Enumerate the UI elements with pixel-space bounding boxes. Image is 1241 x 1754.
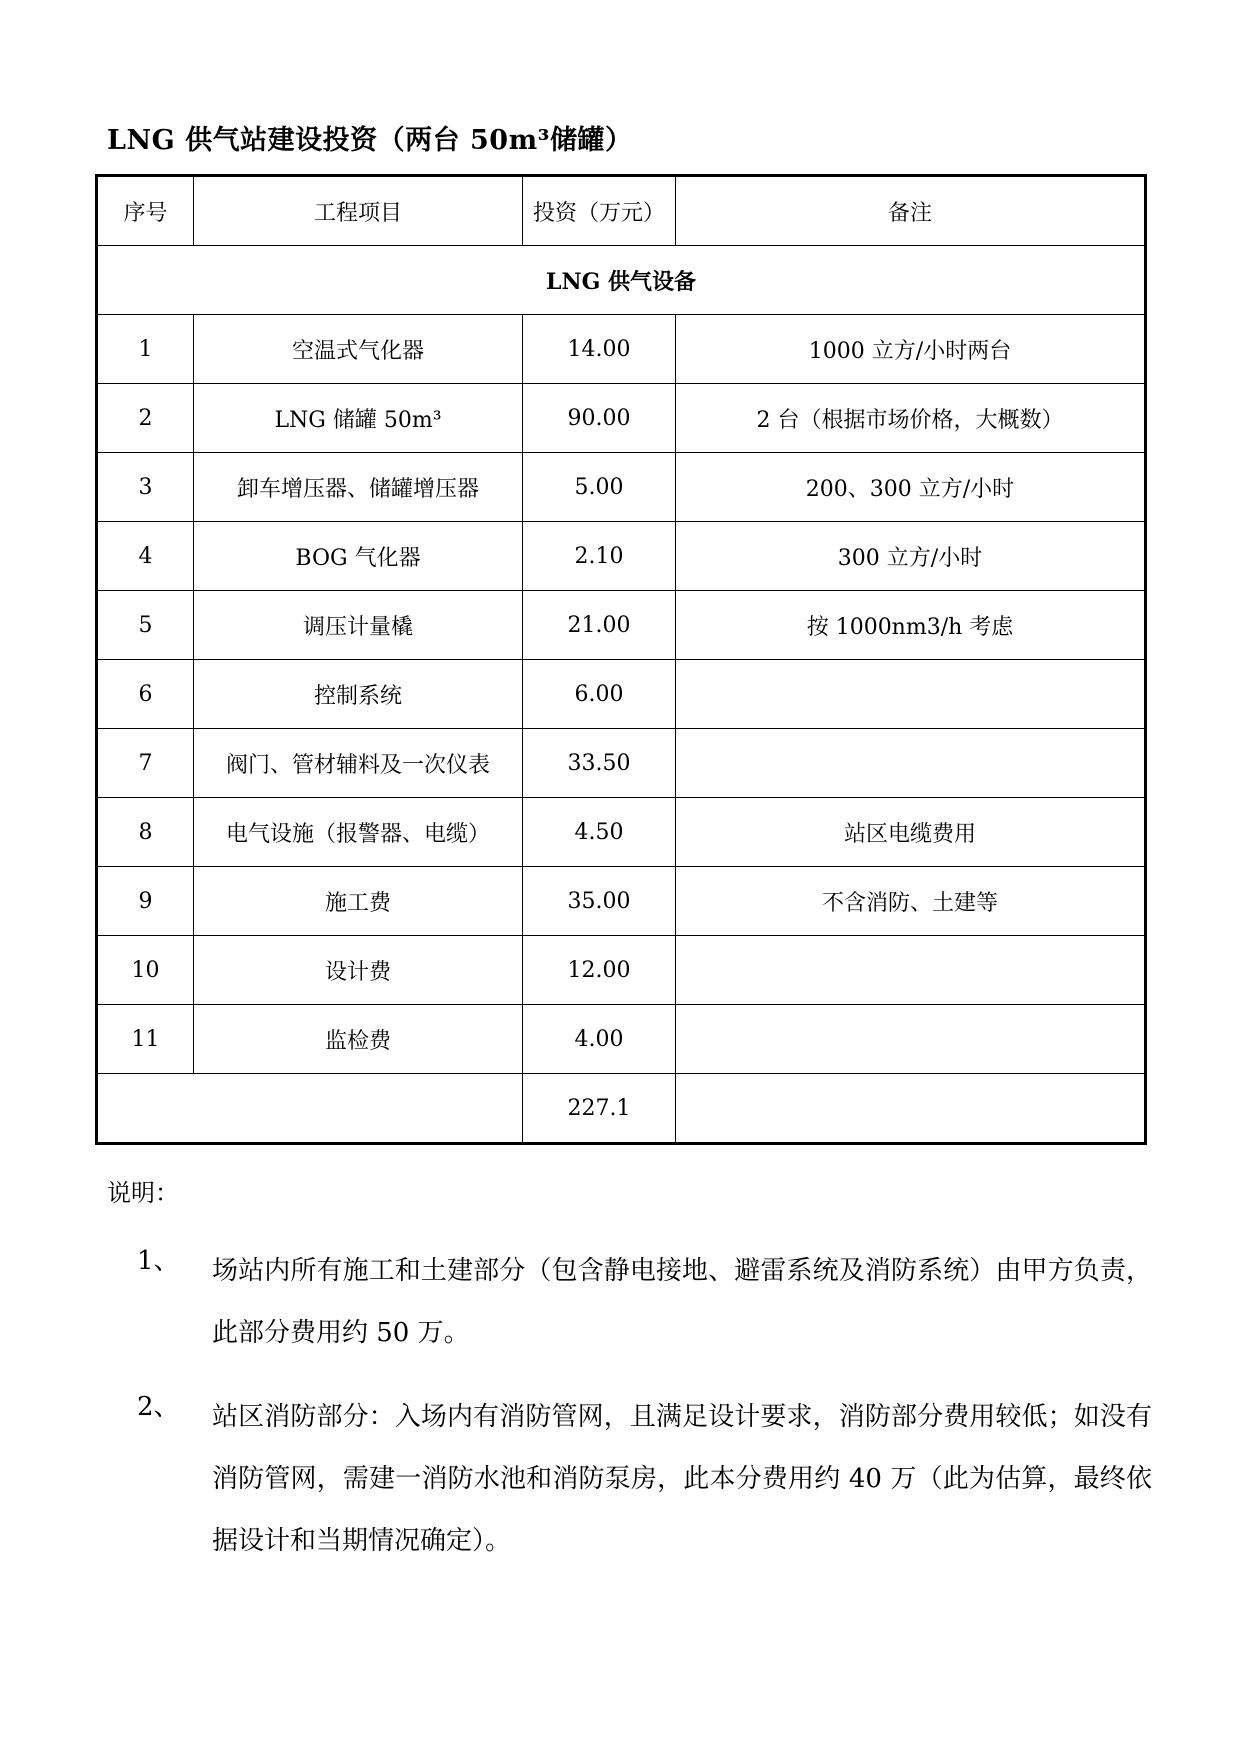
table-row — [97, 453, 1146, 522]
table-row — [97, 936, 1146, 1005]
table-row — [97, 315, 1146, 384]
note-number: 1、 — [137, 1246, 180, 1276]
row-note: 不含消防、土建等 — [676, 867, 1146, 936]
notes-title: 说明： — [107, 1179, 179, 1207]
note-text: 站区消防部分：入场内有消防管网，且满足设计要求，消防部分费用较低；如没有消防管网，需建一消防水池和消防泵房，此本分费用约 40 万（此为估算，最终依据设计和当期情况确定）。 — [212, 1402, 1152, 1556]
row-item: 卸车增压器、储罐增压器 — [194, 453, 523, 522]
table-row — [97, 798, 1146, 867]
section-title: LNG 供气设备 — [97, 246, 1146, 315]
row-note: 300 立方/小时 — [676, 522, 1146, 591]
row-note — [676, 660, 1146, 729]
table-header-row — [97, 176, 1146, 246]
row-amount: 12.00 — [523, 936, 676, 1005]
row-amount: 4.50 — [523, 798, 676, 867]
row-amount: 90.00 — [523, 384, 676, 453]
header-amount: 投资（万元） — [523, 176, 676, 246]
row-no: 3 — [97, 453, 194, 522]
row-no: 8 — [97, 798, 194, 867]
row-note: 1000 立方/小时两台 — [676, 315, 1146, 384]
row-note: 200、300 立方/小时 — [676, 453, 1146, 522]
table-row — [97, 867, 1146, 936]
row-item: LNG 储罐 50m³ — [194, 384, 523, 453]
page-title: LNG 供气站建设投资（两台 50m³储罐） — [107, 125, 633, 156]
table-row — [97, 522, 1146, 591]
table-row — [97, 384, 1146, 453]
header-note: 备注 — [676, 176, 1146, 246]
row-note: 2 台（根据市场价格，大概数） — [676, 384, 1146, 453]
row-note: 按 1000nm3/h 考虑 — [676, 591, 1146, 660]
row-no: 10 — [97, 936, 194, 1005]
row-no: 4 — [97, 522, 194, 591]
total-note-cell — [676, 1074, 1146, 1144]
row-item: 电气设施（报警器、电缆） — [194, 798, 523, 867]
table-row — [97, 1005, 1146, 1074]
investment-table — [95, 174, 1147, 1145]
row-no: 1 — [97, 315, 194, 384]
row-no: 9 — [97, 867, 194, 936]
row-amount: 6.00 — [523, 660, 676, 729]
row-no: 2 — [97, 384, 194, 453]
row-note — [676, 1005, 1146, 1074]
total-amount: 227.1 — [523, 1074, 676, 1144]
section-row — [97, 246, 1146, 315]
row-amount: 2.10 — [523, 522, 676, 591]
row-item: 调压计量橇 — [194, 591, 523, 660]
table-row — [97, 729, 1146, 798]
row-item: 设计费 — [194, 936, 523, 1005]
row-amount: 35.00 — [523, 867, 676, 936]
table-row — [97, 591, 1146, 660]
total-label-cell — [97, 1074, 523, 1144]
row-amount: 14.00 — [523, 315, 676, 384]
total-row — [97, 1074, 1146, 1144]
row-note — [676, 729, 1146, 798]
row-item: 空温式气化器 — [194, 315, 523, 384]
row-amount: 21.00 — [523, 591, 676, 660]
note-text: 场站内所有施工和土建部分（包含静电接地、避雷系统及消防系统）由甲方负责，此部分费用约 50 万。 — [212, 1256, 1152, 1348]
row-amount: 33.50 — [523, 729, 676, 798]
row-item: 控制系统 — [194, 660, 523, 729]
row-no: 11 — [97, 1005, 194, 1074]
row-item: 阀门、管材辅料及一次仪表 — [194, 729, 523, 798]
row-item: 监检费 — [194, 1005, 523, 1074]
row-item: 施工费 — [194, 867, 523, 936]
row-amount: 4.00 — [523, 1005, 676, 1074]
header-item: 工程项目 — [194, 176, 523, 246]
row-amount: 5.00 — [523, 453, 676, 522]
row-item: BOG 气化器 — [194, 522, 523, 591]
row-note — [676, 936, 1146, 1005]
table-row — [97, 660, 1146, 729]
row-no: 7 — [97, 729, 194, 798]
row-no: 5 — [97, 591, 194, 660]
note-number: 2、 — [137, 1392, 180, 1422]
row-no: 6 — [97, 660, 194, 729]
row-note: 站区电缆费用 — [676, 798, 1146, 867]
header-no: 序号 — [97, 176, 194, 246]
